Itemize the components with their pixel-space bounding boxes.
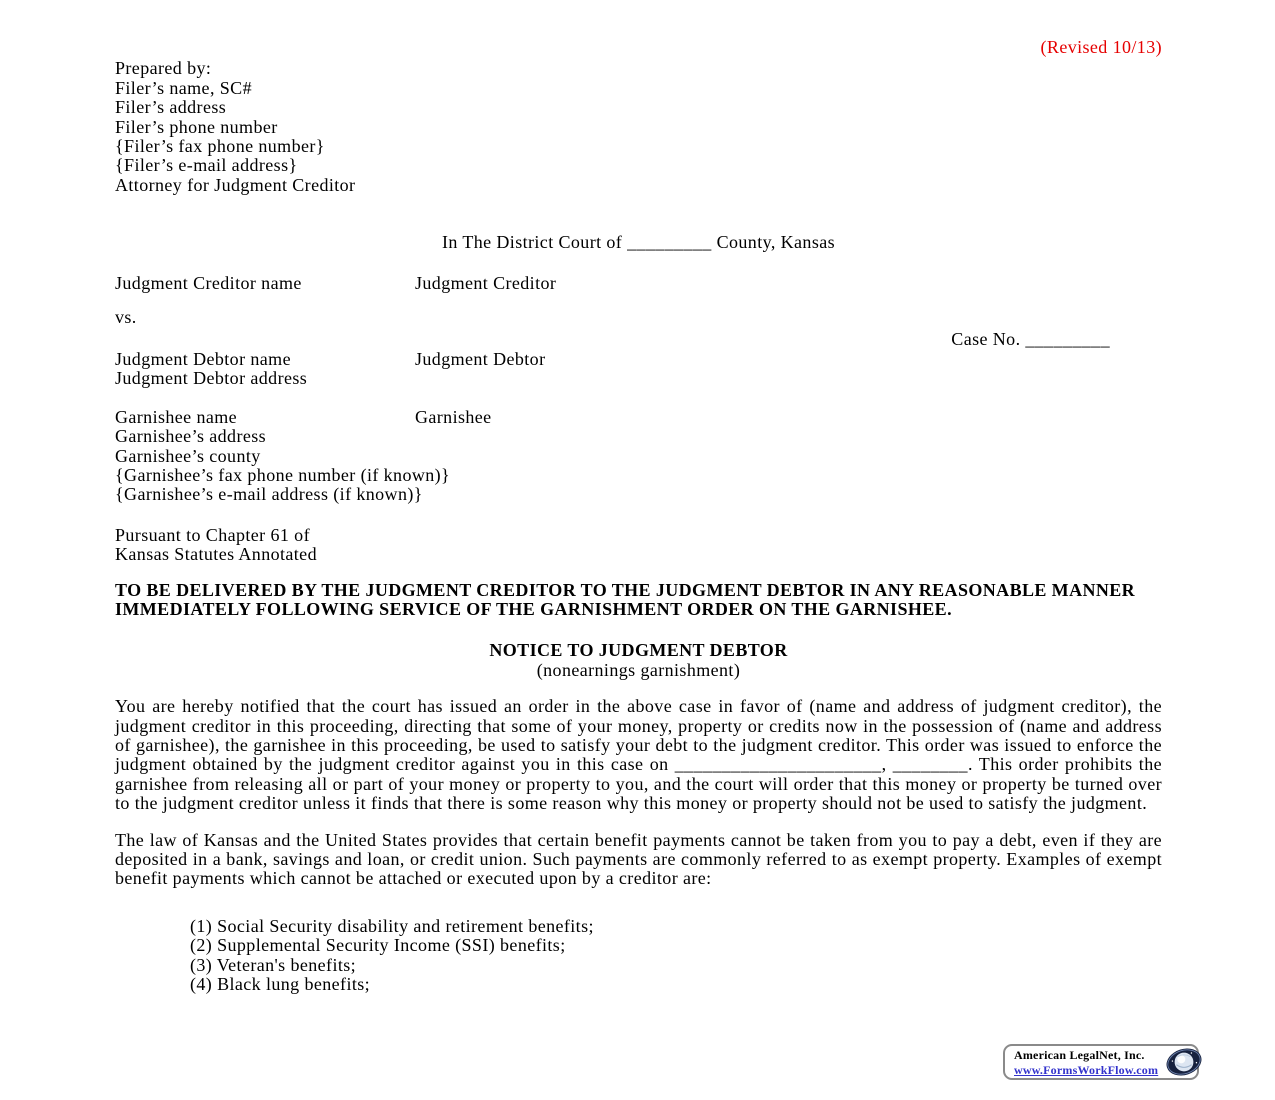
list-item: (2) Supplemental Security Income (SSI) benefits; [190, 935, 566, 956]
prepared-by-line: Attorney for Judgment Creditor [115, 174, 356, 195]
debtor-row [115, 350, 1162, 369]
prepared-by-line: Filer’s phone number [115, 116, 278, 137]
list-item: (4) Black lung benefits; [190, 974, 371, 995]
pursuant-line: Pursuant to Chapter 61 of [115, 524, 310, 545]
court-title: In The District Court of _________ County, Kansas [441, 232, 836, 253]
garnishee-line: {Garnishee’s e-mail address (if known)} [115, 484, 423, 505]
body-paragraph-2: The law of Kansas and the United States provides that certain benefit payments cannot be taken from you to pay a debt, even if they are deposited in a bank, savings and loan, or credit union. Such payments are commonly referred to as exempt property. Examples of exempt benefit payments which cannot be attached or executed upon by a creditor are: [115, 829, 1162, 889]
notice-subheading: (nonearnings garnishment) [536, 659, 741, 680]
garnishee-row [115, 408, 1162, 427]
american-legalnet-badge [1003, 1044, 1199, 1080]
garnishee-block [115, 408, 1162, 505]
badge-text [1014, 1047, 1168, 1077]
garnishee-name-label: Garnishee name [115, 406, 238, 427]
prepared-by-line: Filer’s address [115, 97, 227, 118]
globe-icon [1162, 1045, 1206, 1079]
list-item: (3) Veteran's benefits; [190, 954, 357, 975]
creditor-row [115, 274, 1162, 293]
body-paragraph-1: You are hereby notified that the court has issued an order in the above case in favor of (name and address of judgment creditor), the judgment creditor in this proceeding, directing that some of your money, property or credits now in the possession of (name and address of garnishee), the garnishee in this proceeding, be used to satisfy your debt to the judgment creditor. This order was issued to enforce the judgment obtained by the judgment creditor against you in this case on ______________________, ________. This order prohibits the garnishee from releasing all or part of your money or property to you, and the court will order that this money or property be turned over to the judgment creditor unless it finds that there is some reason why this money or property should not be used to satisfy the judgment. [115, 696, 1162, 814]
badge-company-name: American LegalNet, Inc. [1014, 1048, 1145, 1062]
prepared-by-block [115, 59, 1162, 195]
vs-label: vs. [115, 307, 137, 328]
formsworkflow-link[interactable]: www.FormsWorkFlow.com [1014, 1063, 1159, 1077]
prepared-by-line: Filer’s name, SC# [115, 77, 252, 98]
garnishee-line: {Garnishee’s fax phone number (if known)} [115, 464, 451, 485]
prepared-by-line: Prepared by: [115, 58, 212, 79]
debtor-address-label: Judgment Debtor address [115, 368, 308, 389]
debtor-name-label: Judgment Debtor name [115, 348, 291, 369]
pursuant-block [115, 526, 1162, 565]
notice-heading: NOTICE TO JUDGMENT DEBTOR [489, 640, 788, 661]
delivery-instruction: TO BE DELIVERED BY THE JUDGMENT CREDITOR TO THE JUDGMENT DEBTOR IN ANY REASONABLE MANNER IMMEDIATELY FOLLOWING SERVICE OF THE GARNISHMENT ORDER ON THE GARNISHEE. [115, 579, 1136, 619]
pursuant-line: Kansas Statutes Annotated [115, 544, 317, 565]
prepared-by-line: {Filer’s fax phone number} [115, 136, 325, 157]
creditor-name-label: Judgment Creditor name [115, 272, 302, 293]
garnishee-role-label: Garnishee [415, 406, 492, 427]
list-item: (1) Social Security disability and retirement benefits; [190, 915, 594, 936]
prepared-by-line: {Filer’s e-mail address} [115, 155, 298, 176]
garnishee-line: Garnishee’s county [115, 445, 261, 466]
revision-note: (Revised 10/13) [1040, 37, 1162, 57]
debtor-role-label: Judgment Debtor [415, 348, 546, 369]
exempt-benefits-list [115, 917, 1162, 995]
creditor-role-label: Judgment Creditor [415, 272, 557, 293]
case-number-line: Case No. _________ [951, 329, 1110, 350]
garnishee-line: Garnishee’s address [115, 426, 267, 447]
